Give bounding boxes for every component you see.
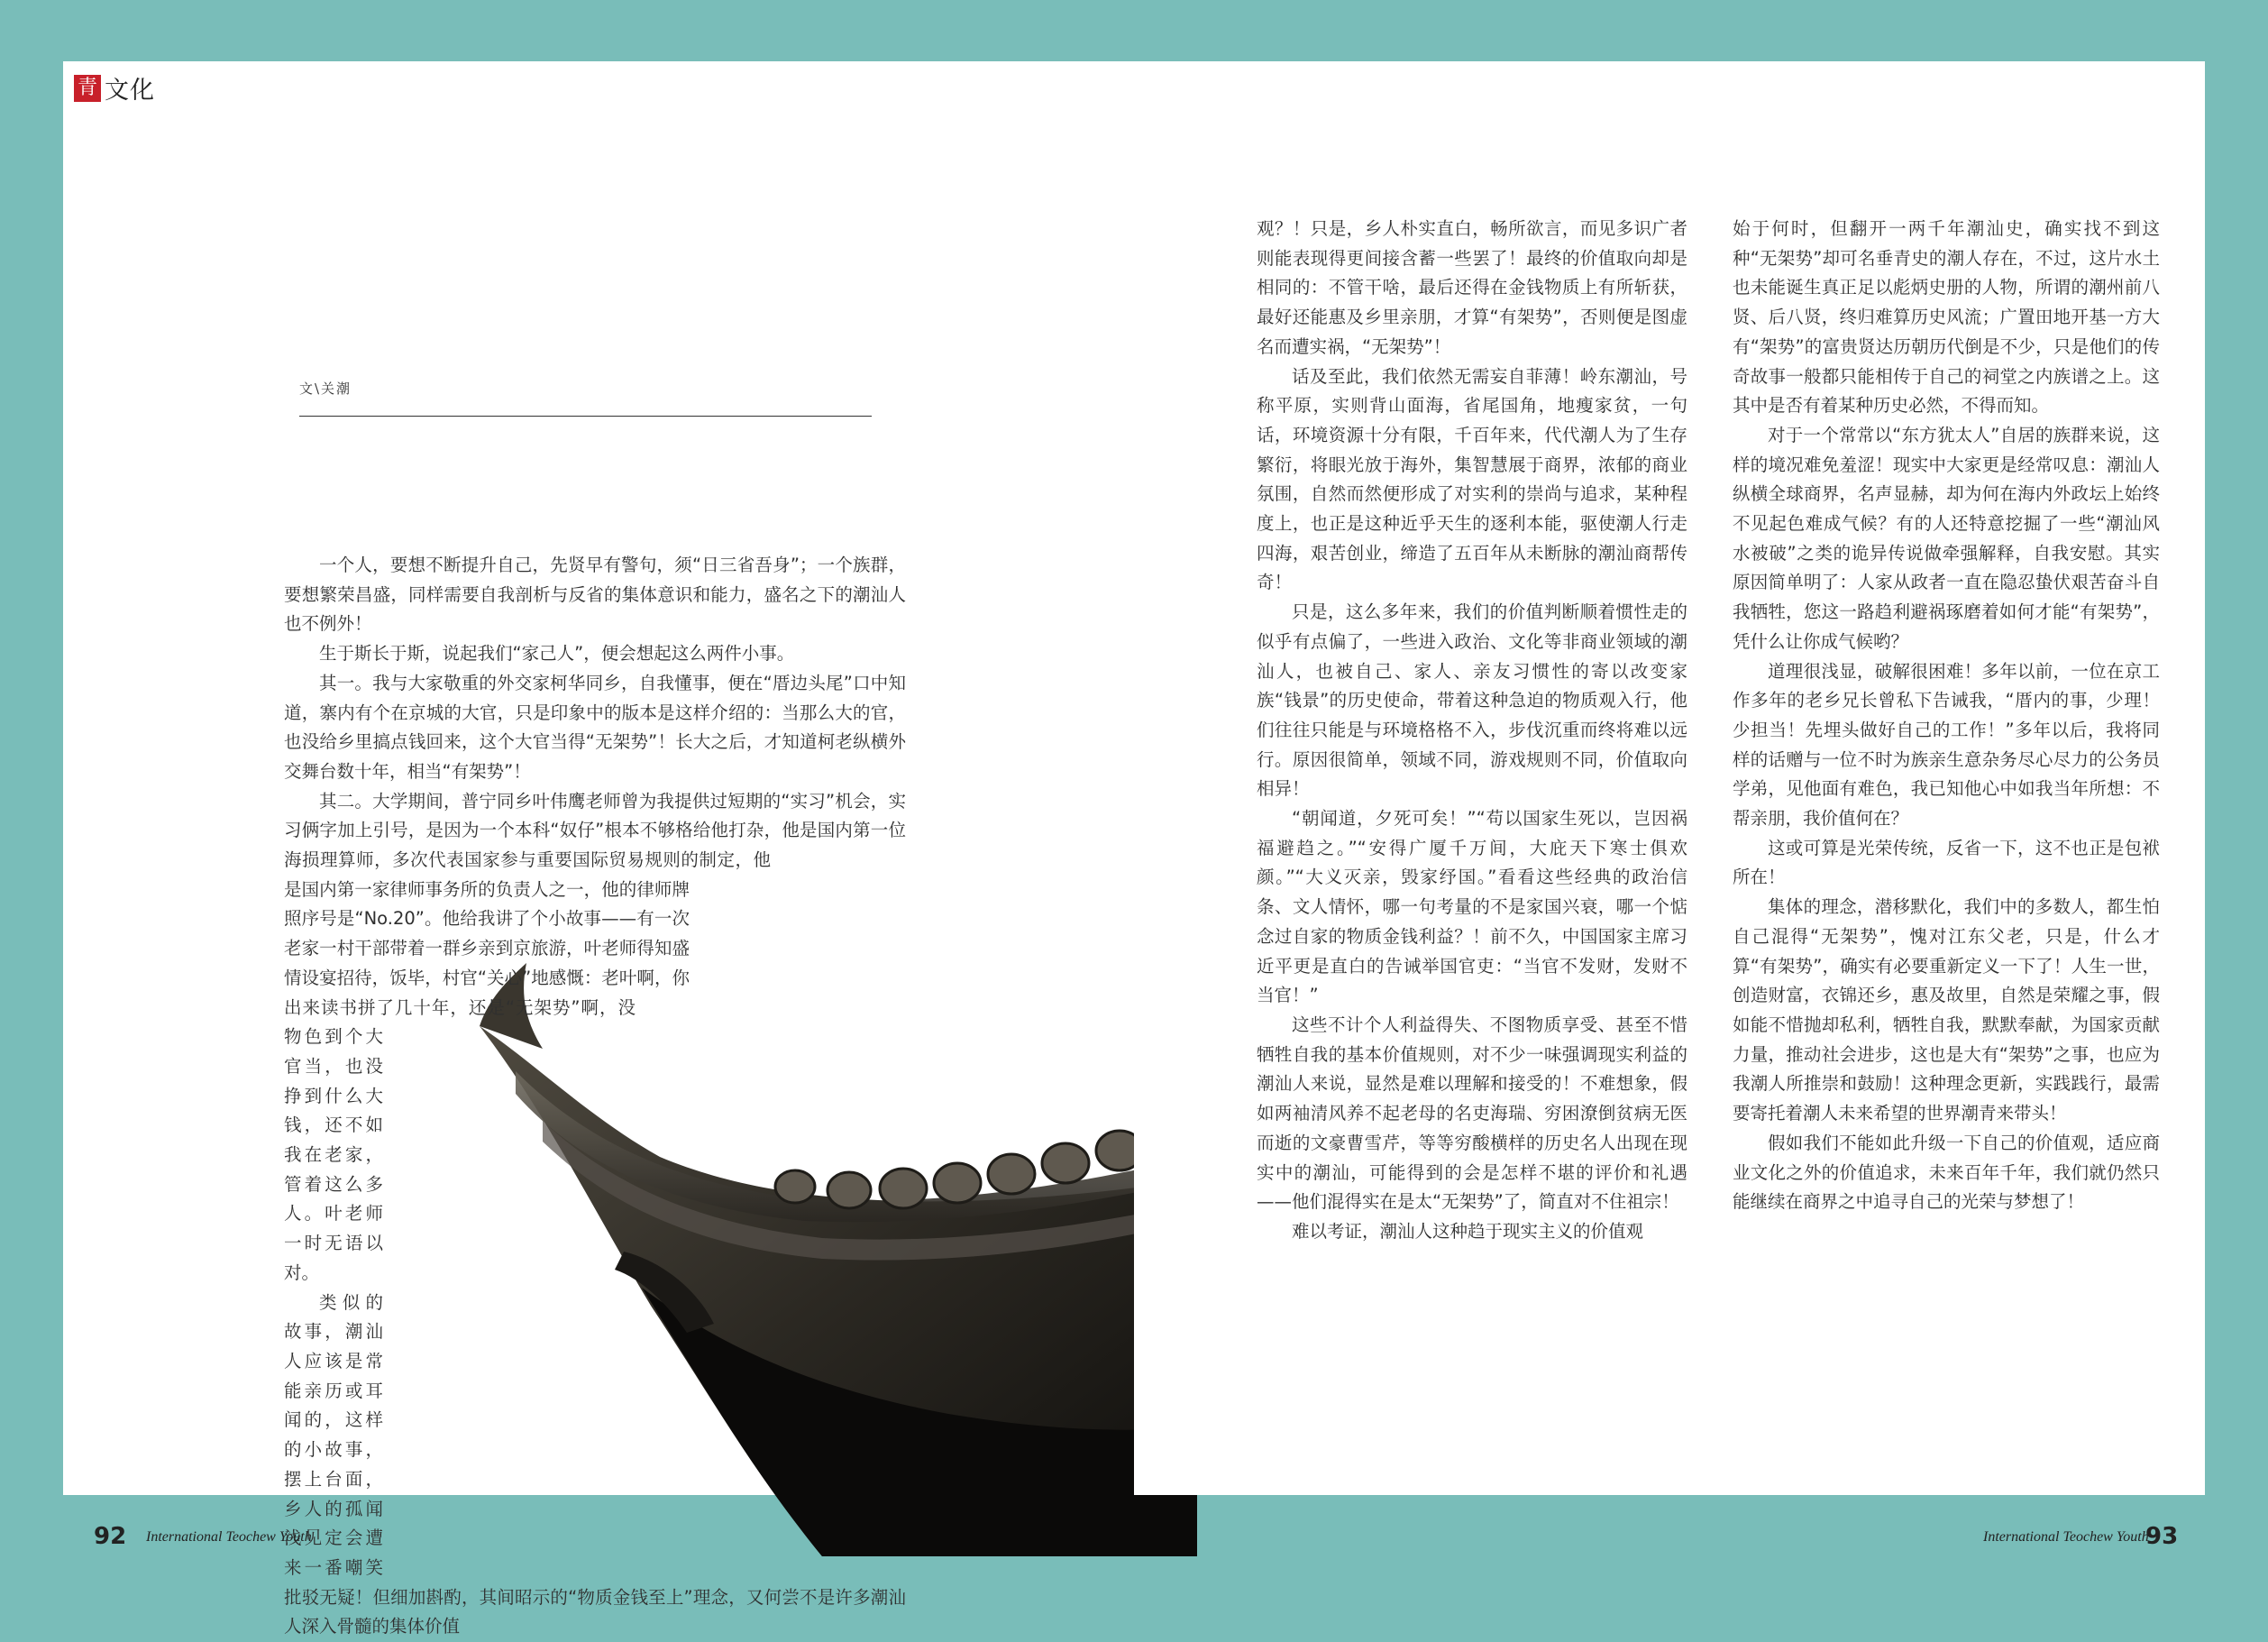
paragraph: 道理很浅显，破解很困难！多年以前，一位在京工作多年的老乡兄长曾私下告诫我，“厝内的事，少理！少担当！先埋头做好自己的工作！”多年以后，我将同样的话赠与一位不时为族亲生意杂务尽心尽力的公务员学弟，见他面有难色，我已知他心中如我当年所想：不帮亲朋，我价值何在？ [1733, 660, 2160, 830]
paragraph: 其一。我与大家敬重的外交家柯华同乡，自我懂事，便在“厝边头尾”口中知道，寨内有个在京城的大官，只是印象中的版本是这样介绍的：当那么大的官，也没给乡里搞点钱回来，这个大官当得“无架势”！长大之后，才知道柯老纵横外交舞台数十年，相当“有架势”！ [284, 672, 906, 782]
byline-divider [299, 416, 872, 417]
article-column-middle [1257, 215, 1687, 1414]
paragraph: 其二。大学期间，普宁同乡叶伟鹰老师曾为我提供过短期的“实习”机会，实习俩字加上引号，是因为一个本科“奴仔”根本不够格给他打杂，他是国内第一位海损理算师，多次代表国家参与重要国际贸易规则的制定，他是国内第一家律师事务所的负责人之一，他的律师牌照序号是“No.20”。他给我讲了个小故事——有一次老家一村干部带着一群乡亲到京旅游，叶老师得知盛情设宴招待，饭毕，村官“关心”地感慨：老叶啊，你出来读书拼了几十年，还是“无架势”啊，没物色到个大官当，也没挣到什么大钱，还不如我在老家，管着这么多人。叶老师一时无语以对。 [284, 790, 906, 1283]
paragraph: 这或可算是光荣传统，反省一下，这不也正是包袱所在！ [1733, 837, 2160, 888]
section-logo: 青 [74, 75, 101, 102]
page-number-left: 92 [94, 1523, 127, 1550]
section-header [74, 70, 155, 105]
paragraph: 话及至此，我们依然无需妄自菲薄！岭东潮汕，号称平原，实则背山面海，省尾国角，地瘦家贫，一句话，环境资源十分有限，千百年来，代代潮人为了生存繁衍，将眼光放于海外，集智慧展于商界，浓郁的商业氛围，自然而然便形成了对实利的崇尚与追求，某种程度上，也正是这种近乎天生的逐利本能，驱使潮人行走四海，艰苦创业，缔造了五百年从未断脉的潮汕商帮传奇！ [1257, 365, 1687, 593]
article-column-right [1733, 215, 2160, 1414]
page-number-right: 93 [2145, 1523, 2179, 1550]
paragraph: 难以考证，潮汕人这种趋于现实主义的价值观 [1292, 1220, 1644, 1242]
paragraph: 观？！只是，乡人朴实直白，畅所欲言，而见多识广者则能表现得更间接含蓄一些罢了！最终的价值取向却是相同的：不管干啥，最后还得在金钱物质上有所斩获，最好还能惠及乡里亲朋，才算“有架势”，否则便是图虚名而遭实祸，“无架势”！ [1257, 218, 1687, 357]
paragraph: “朝闻道，夕死可矣！”“苟以国家生死以，岂因祸福避趋之。”“安得广厦千万间，大庇天下寒士俱欢颜。”“大义灭亲，毁家纾国。”看看这些经典的政治信条、文人情怀，哪一句考量的不是家国兴衰，哪一个惦念过自家的物质金钱利益？！前不久，中国国家主席习近平更是直白的告诫举国官吏：“当官不发财，发财不当官！” [1257, 808, 1687, 1006]
paragraph: 始于何时，但翻开一两千年潮汕史，确实找不到这种“无架势”却可名垂青史的潮人存在，不过，这片水土也未能诞生真正足以彪炳史册的人物，所谓的潮州前八贤、后八贤，终归难算历史风流；广置田地开基一方大有“架势”的富贵贤达历朝历代倒是不少，只是他们的传奇故事一般都只能相传于自己的祠堂之内族谱之上。这其中是否有着某种历史必然，不得而知。 [1733, 218, 2160, 417]
section-title: 文化 [105, 77, 155, 105]
paragraph: 集体的理念，潜移默化，我们中的多数人，都生怕自己混得“无架势”，愧对江东父老，只是，什么才算“有架势”，确实有必要重新定义一下了！人生一世，创造财富，衣锦还乡，惠及故里，自然是荣耀之事，假如能不惜抛却私利，牺牲自我，默默奉献，为国家贡献力量，推动社会进步，这也是大有“架势”之事，也应为我潮人所推崇和鼓励！这种理念更新，实践践行，最需要寄托着潮人未来希望的世界潮青来带头！ [1733, 896, 2160, 1124]
paragraph: 这些不计个人利益得失、不图物质享受、甚至不惜牺牲自我的基本价值规则，对不少一味强调现实利益的潮汕人来说，显然是难以理解和接受的！不难想象，假如两袖清风养不起老母的名吏海瑞、穷困潦倒贫病无医而逝的文豪曹雪芹，等等穷酸横样的历史名人出现在现实中的潮汕，可能得到的会是怎样不堪的评价和礼遇——他们混得实在是太“无架势”了，简直对不住祖宗！ [1257, 1014, 1687, 1213]
magazine-name-right: International Teochew Youth [1983, 1529, 2149, 1545]
left-page [63, 61, 1134, 1637]
paragraph: 生于斯长于斯，说起我们“家己人”，便会想起这么两件小事。 [319, 643, 795, 665]
paragraph: 类似的故事，潮汕人应该是常能亲历或耳闻的，这样的小故事，摆上台面，乡人的孤闻浅见定会遭来一番嘲笑批驳无疑！但细加斟酌，其间昭示的“物质金钱至上”理念，又何尝不是许多潮汕人深入骨髓的集体价值 [284, 1291, 906, 1637]
paragraph: 假如我们不能如此升级一下自己的价值观，适应商业文化之外的价值追求，未来百年千年，我们就仍然只能继续在商界之中追寻自己的光荣与梦想了！ [1733, 1132, 2160, 1213]
paragraph: 一个人，要想不断提升自己，先贤早有警句，须“日三省吾身”；一个族群，要想繁荣昌盛，同样需要自我剖析与反省的集体意识和能力，盛名之下的潮汕人也不例外！ [284, 555, 906, 635]
paragraph: 只是，这么多年来，我们的价值判断顺着惯性走的似乎有点偏了，一些进入政治、文化等非商业领域的潮汕人，也被自己、家人、亲友习惯性的寄以改变家族“钱景”的历史使命，带着这种急迫的物质观入行，他们往往只能是与环境格格不入，步伐沉重而终将难以远行。原因很简单，领域不同，游戏规则不同，价值取向相异！ [1257, 601, 1687, 800]
magazine-name-left: International Teochew Youth [146, 1529, 312, 1545]
paragraph: 对于一个常常以“东方犹太人”自居的族群来说，这样的境况难免羞涩！现实中大家更是经常叹息：潮汕人纵横全球商界，名声显赫，却为何在海内外政坛上始终不见起色难成气候？有的人还特意挖掘了一些“潮汕风水被破”之类的诡异传说做牵强解释，自我安慰。其实原因简单明了：人家从政者一直在隐忍蛰伏艰苦奋斗自我牺牲，您这一路趋利避祸琢磨着如何才能“有架势”，凭什么让你成气候哟？ [1733, 424, 2160, 652]
author-byline: 文\关潮 [299, 381, 352, 397]
article-column-left [284, 551, 906, 1637]
